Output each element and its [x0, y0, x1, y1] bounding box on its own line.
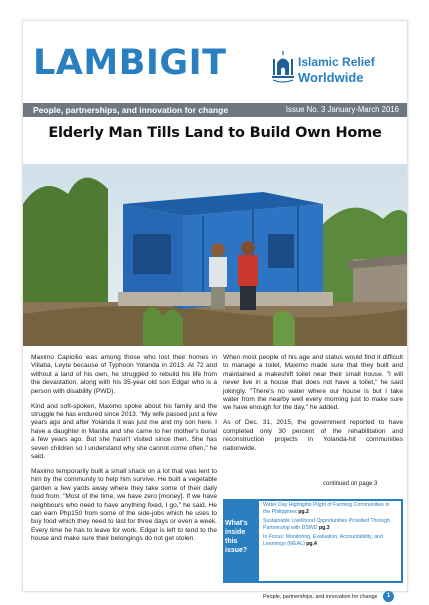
article-paragraph: Maximo Capicilio was among those who lost their homes in Villaba, Leyte because of Typhoon Yolanda in 2013. At 72 and without a land of his own, he struggled to rebuild his life from the devastation, along with his 35-year old son Edgar who is a person with disability (PWD). [31, 354, 217, 395]
item-text: Sustainable Livelihood Opportunities Provided Through Partnership with DSWD [263, 518, 390, 531]
article-column-2 [223, 354, 403, 459]
masthead-title: LAMBIGIT [33, 43, 227, 83]
item-page: pg.4 [306, 540, 317, 547]
inside-list [259, 501, 401, 581]
issue-number: Issue No. 3 January-March 2016 [285, 105, 399, 114]
article-headline: Elderly Man Tills Land to Build Own Home [48, 125, 382, 141]
footer-text: People, partnerships, and innovation for change [263, 593, 378, 600]
inside-label: What's inside this issue? [225, 520, 248, 554]
article-photo [23, 164, 407, 346]
article-paragraph: Maximo temporarily built a small shack on a lot that was lent to him by the community to help him survive. He built a vegetable garden a few yards away where they take some of their daily food from. "Most of the time, we have zero [money]. If we have neighbours who need to have anything fixed, I go," he said. He can earn Php150 from some of the side-jobs which he uses to buy food which they need to last for three days or even a week. Every time he has to leave for work, Edgar is left to tend to the house and make sure their belongings do not get stolen. [31, 467, 217, 543]
organization-name [298, 55, 375, 85]
islamic-relief-logo-icon [271, 49, 295, 83]
org-line-1: Islamic Relief [298, 55, 375, 69]
list-item[interactable] [263, 534, 397, 547]
tagline-band [23, 103, 407, 117]
continued-note: continued on page 3 [323, 481, 378, 487]
article-paragraph: As of Dec. 31, 2015, the government reported to have completed only 30 percent of the rehabilitation and reconstruction projects in Yolanda-hit communities nationwide. [223, 419, 403, 452]
article-paragraph: When most people of his age and status would find it difficult to manage a toilet, Maximo made sure that they built and maintained a makeshift toilet near their small house. "I will never live in a house that does not have a toilet," he said jokingly. "There's no water where our house is but I take water from the nearby well every morning just to make sure we have enough for the day," he added. [223, 354, 403, 412]
tagline: People, partnerships, and innovation for change [33, 105, 229, 115]
list-item[interactable] [263, 502, 397, 515]
org-line-2: Worldwide [298, 70, 364, 85]
item-text: Water Day Highlights Plight of Farming Communities in the Philippines [263, 502, 390, 515]
article-paragraph: Kind and soft-spoken, Maximo spoke about his family and the struggle he has endured since 2013. "My wife passed just a few years ago and after Yolanda it was just me and my son here. I have a daughter in Manila and she came to her mother's burial a few years ago. But she hasn't visited since then. She has seven children so I understand why she cannot come often," he said. [31, 402, 217, 460]
page-number: 1 [383, 591, 394, 602]
item-page: pg.3 [318, 524, 330, 531]
article-column-1 [31, 354, 217, 550]
newsletter-page [22, 20, 408, 600]
page-footer [263, 591, 394, 602]
item-page: pg.2 [298, 508, 309, 515]
inside-this-issue-box [223, 499, 403, 583]
item-text: In Focus: Monitoring, Evaluation, Accountability, and Learnings (MEAL) [263, 534, 383, 547]
list-item[interactable] [263, 518, 397, 531]
